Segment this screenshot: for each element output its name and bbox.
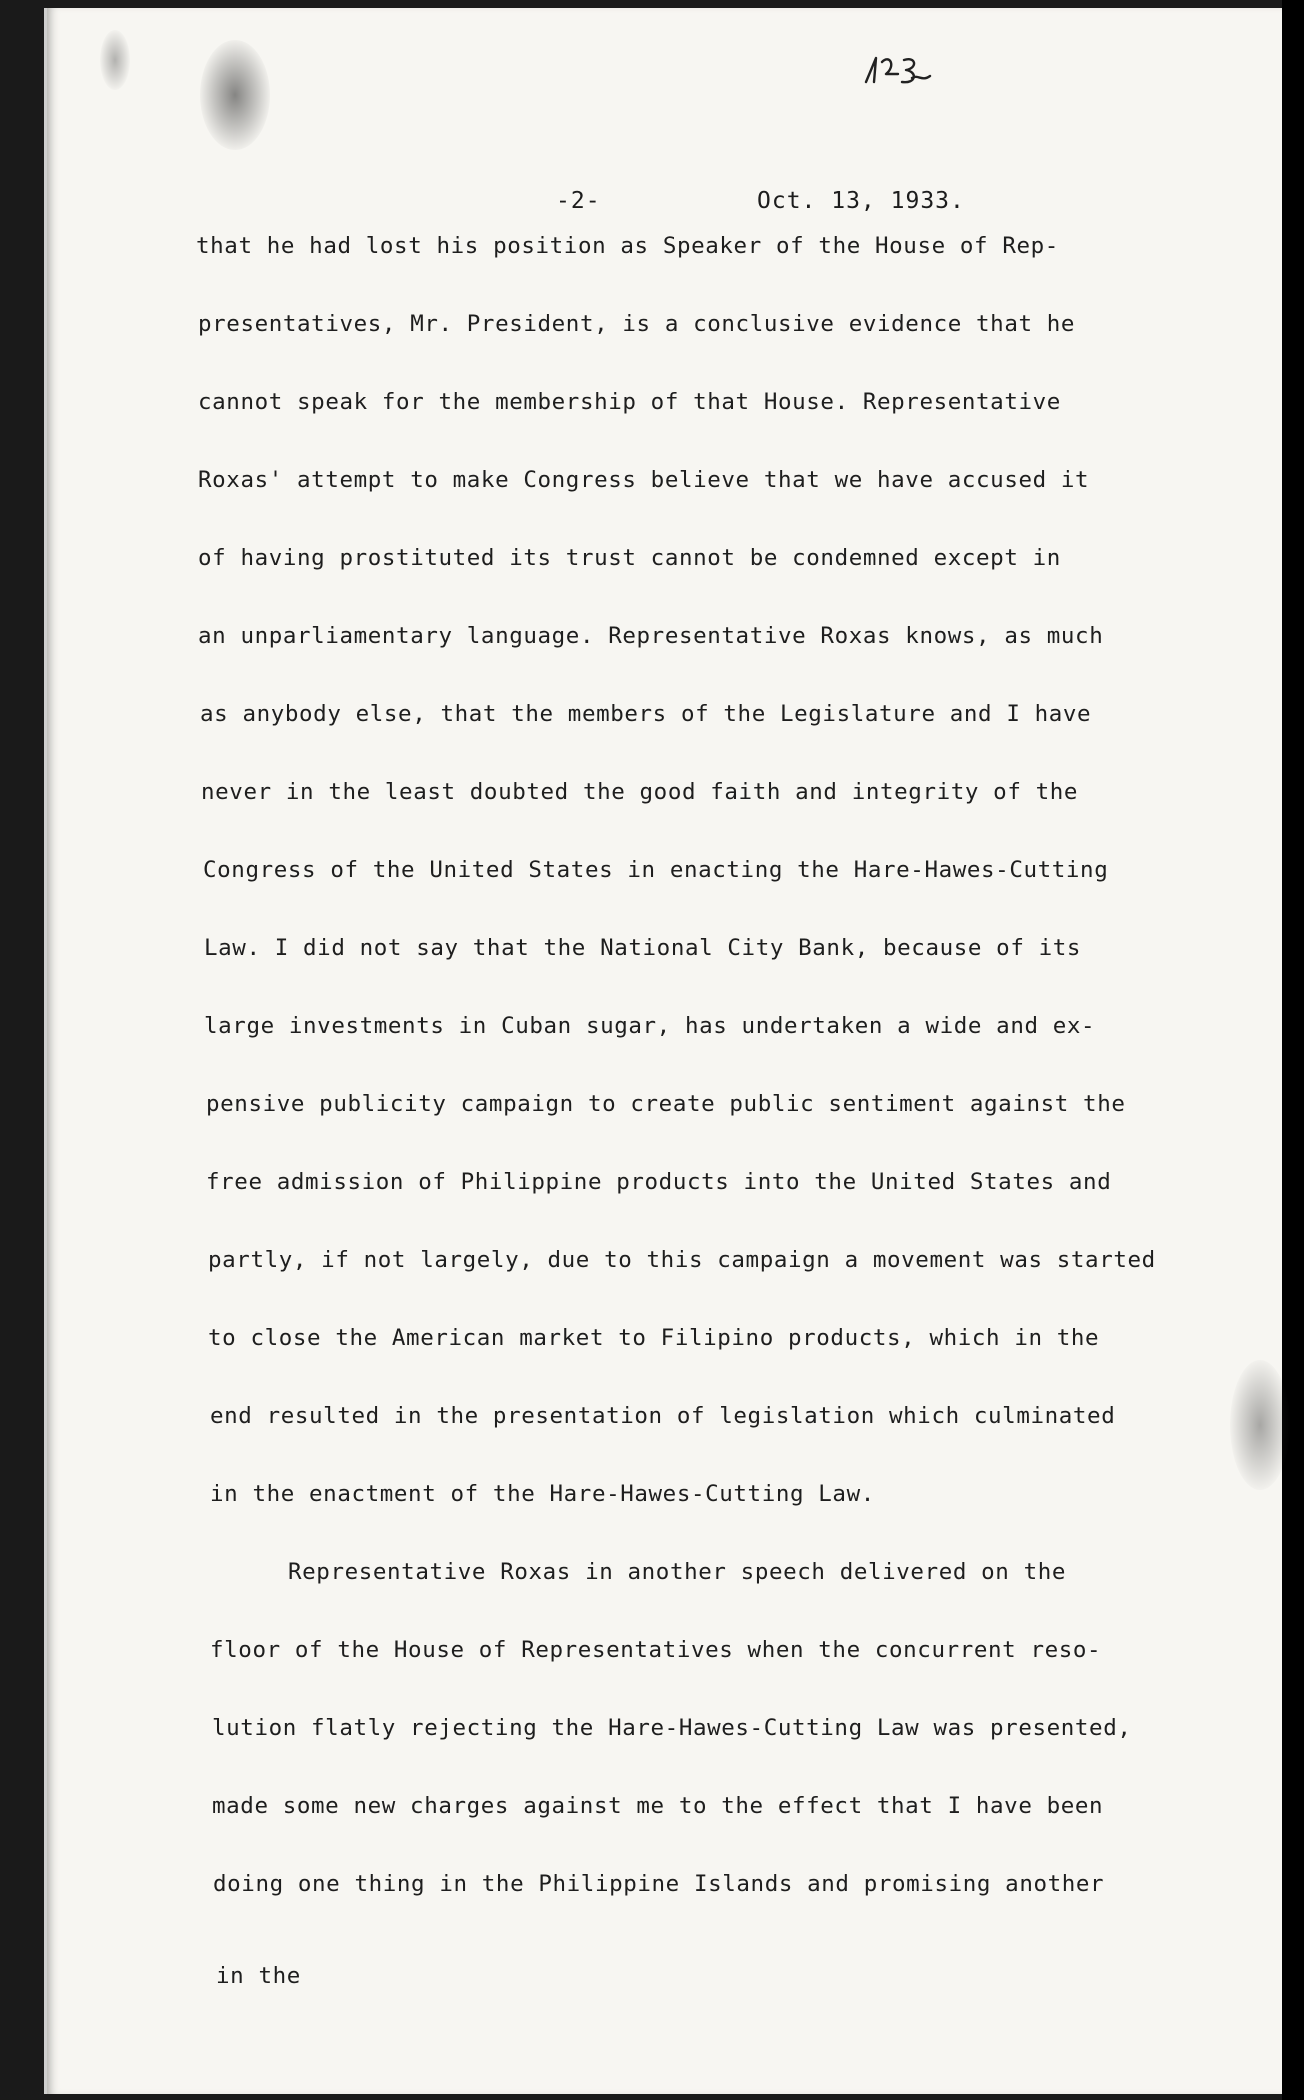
text-line: cannot speak for the membership of that House. Representative — [198, 389, 1061, 415]
text-line: presentatives, Mr. President, is a conclusive evidence that he — [198, 311, 1076, 337]
text-line: never in the least doubted the good faith and integrity of the — [201, 779, 1079, 805]
ink-smudge — [100, 30, 130, 90]
text-line: floor of the House of Representatives when the concurrent reso- — [210, 1637, 1102, 1663]
text-line: to close the American market to Filipino products, which in the — [208, 1325, 1100, 1351]
ink-smudge — [200, 40, 270, 150]
text-line: large investments in Cuban sugar, has undertaken a wide and ex- — [204, 1013, 1096, 1039]
page-number: -2- — [556, 188, 601, 214]
text-line: Representative Roxas in another speech delivered on the — [288, 1559, 1067, 1585]
ink-smudge — [1230, 1360, 1290, 1490]
text-line: lution flatly rejecting the Hare-Hawes-Cutting Law was presented, — [212, 1715, 1132, 1741]
scan-border — [1282, 0, 1304, 2100]
text-line: pensive publicity campaign to create public sentiment against the — [206, 1091, 1126, 1117]
text-line: partly, if not largely, due to this campaign a movement was started — [208, 1247, 1156, 1273]
text-line: as anybody else, that the members of the Legislature and I have — [200, 701, 1092, 727]
handwritten-page-mark — [860, 52, 932, 92]
text-line: made some new charges against me to the effect that I have been — [212, 1793, 1104, 1819]
text-line: end resulted in the presentation of legislation which culminated — [210, 1403, 1116, 1429]
text-line: in the — [216, 1963, 301, 1989]
text-line: Law. I did not say that the National City Bank, because of its — [204, 935, 1082, 961]
text-line: of having prostituted its trust cannot be condemned except in — [198, 545, 1061, 571]
text-line: that he had lost his position as Speaker of the House of Rep- — [196, 233, 1059, 259]
letter-date: Oct. 13, 1933. — [757, 188, 965, 214]
text-line: Congress of the United States in enacting the Hare-Hawes-Cutting — [203, 857, 1109, 883]
text-line: doing one thing in the Philippine Islands and promising another — [213, 1871, 1105, 1897]
text-line: an unparliamentary language. Representative Roxas knows, as much — [198, 623, 1104, 649]
text-line: in the enactment of the Hare-Hawes-Cutting Law. — [210, 1481, 875, 1507]
text-line: free admission of Philippine products into the United States and — [206, 1169, 1112, 1195]
text-line: Roxas' attempt to make Congress believe that we have accused it — [198, 467, 1090, 493]
